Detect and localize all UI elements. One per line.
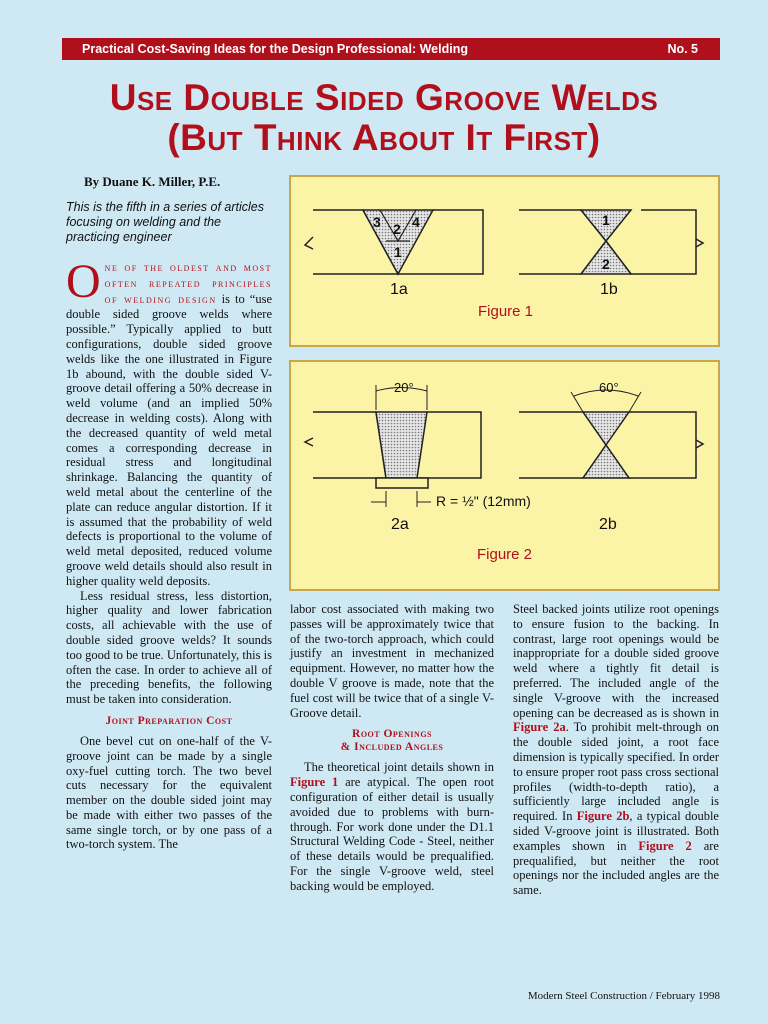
byline: By Duane K. Miller, P.E.: [84, 174, 221, 189]
figure-2b-reference: Figure 2b: [576, 809, 630, 824]
paragraph-2: Less residual stress, less distortion, higher quality and lower fabrication costs, all achievable with the use of double sided groove welds? It sounds too good to be true. Unfortunately, this is often the case. In order to achieve all of the preceding benefits, the following must be taken into consideration.: [66, 588, 272, 707]
pass-1-label: 1: [394, 244, 402, 260]
figure-1a-label: 1a: [390, 281, 408, 298]
paragraph-1-text: is to “use double sided groove welds where possible.” Typically applied to butt configurations, double sided groove welds like the one illustrated in Figure 1b abound, with the double sided V-groove detail offering a 50% decrease in weld volume (and an implied 50% decrease in welding costs). Along with the decreased quantity of weld metal comes a corresponding decrease in residual stress and longitudinal shrinkage. Balancing the quantity of weld metal about the centerline of the plate can reduce angular distortion. If it is assumed that the probability of weld defects is proportional to the volume of weld metal deposited, reduced volume groove weld details should also result in higher quality weld deposits.: [66, 291, 272, 588]
figure-1-drawing: [291, 177, 722, 349]
column-1: [66, 255, 272, 852]
section-heading-line1: Root Openings: [352, 728, 432, 741]
figure-1b-label: 1b: [600, 281, 618, 298]
issue-number: No. 5: [667, 42, 698, 56]
column-2: [290, 602, 494, 894]
figure-2a-joint: [305, 385, 481, 507]
pass-2-label: 2: [393, 221, 401, 237]
pass-3-label: 3: [373, 214, 381, 230]
pass-1b-top-label: 1: [602, 212, 610, 228]
root-opening-label: R = ½" (12mm): [436, 493, 531, 509]
paragraph-6-text-c: , a typical double sided V-groove joint is illustrated. Both examples shown in: [513, 809, 719, 853]
figure-2a-label: 2a: [391, 516, 409, 533]
included-angle-2b: 60°: [599, 380, 619, 395]
figure-2-reference: Figure 2: [638, 838, 692, 853]
paragraph-6-text-d: are prequalified, but neither the root openings nor the included angles are the same.: [513, 838, 719, 898]
paragraph-5-text-b: are atypical. The open root configuration of either detail is usually avoided due to problems with burn-through. For work done under the D1.1 Structural Welding Code - Steel, neither of these details would be prequalified. For the single V-groove weld, steel backing would be employed.: [290, 775, 494, 893]
section-heading-root-openings: [290, 728, 494, 754]
paragraph-5-text-a: The theoretical joint details shown in: [304, 760, 494, 775]
figure-2-caption: Figure 2: [477, 546, 533, 563]
figure-1b-joint: [519, 210, 703, 274]
series-banner: [62, 38, 720, 60]
drop-cap: O: [66, 255, 101, 308]
paragraph-1: [66, 255, 272, 589]
pass-4-label: 4: [412, 214, 420, 230]
figure-1: [289, 175, 720, 347]
figure-1-reference: Figure 1: [290, 775, 339, 790]
column-3: [513, 602, 719, 898]
paragraph-6-text-a: Steel backed joints utilize root openings to ensure fusion to the backing. In contrast, large root openings would be inappropriate for a double sided groove weld where a tightly fit detail is preferred. The included angle of the single V-groove with the increased opening can be decreased as is shown in: [513, 602, 719, 720]
series-intro: This is the fifth in a series of articles focusing on welding and the practicing engineer: [66, 200, 264, 244]
banner-title: Practical Cost-Saving Ideas for the Design Professional: Welding: [82, 42, 468, 56]
page-footer: Modern Steel Construction / February 1998: [527, 990, 720, 1002]
figure-1-caption: Figure 1: [478, 303, 534, 320]
figure-2a-reference: Figure 2a: [513, 720, 566, 735]
paragraph-3: One bevel cut on one-half of the V-groove joint can be made by a single oxy-fuel cutting torch. The two bevel cuts necessary for the equivalent member on the double sided joint may be made with either two passes of the same single torch, or by one pass of a two-torch system. The: [66, 733, 272, 852]
paragraph-4: labor cost associated with making two passes will be approximately twice that of the two-torch approach, which could justify an investment in mechanized equipment. However, no matter how the double V groove is made, note that the fuel cost will be twice that of a single V-Groove detail.: [290, 602, 494, 720]
article-title-line2: (But Think About It First): [167, 117, 601, 158]
figure-1a-joint: [305, 210, 483, 274]
paragraph-6-text-b: . To prohibit melt-through on the double sided joint, a root face dimension is typically specified. In order to ensure proper root pass cross sectional profiles (width-to-depth ratio), a sufficiently large included angle is required. In: [513, 720, 719, 824]
section-heading-line2: & Included Angles: [340, 741, 444, 754]
pass-1b-bottom-label: 2: [602, 256, 610, 272]
lead-in: ne of the oldest and most often repeated principles of welding design: [104, 262, 272, 306]
figure-2: [289, 360, 720, 591]
article-title-line1: Use Double Sided Groove Welds: [109, 77, 659, 118]
figure-2b-joint: [519, 390, 703, 478]
section-heading-joint-preparation: Joint Preparation Cost: [105, 714, 233, 727]
figure-2b-label: 2b: [599, 516, 617, 533]
paragraph-6: [513, 602, 719, 898]
included-angle-2a: 20°: [394, 380, 414, 395]
paragraph-5: [290, 760, 494, 893]
